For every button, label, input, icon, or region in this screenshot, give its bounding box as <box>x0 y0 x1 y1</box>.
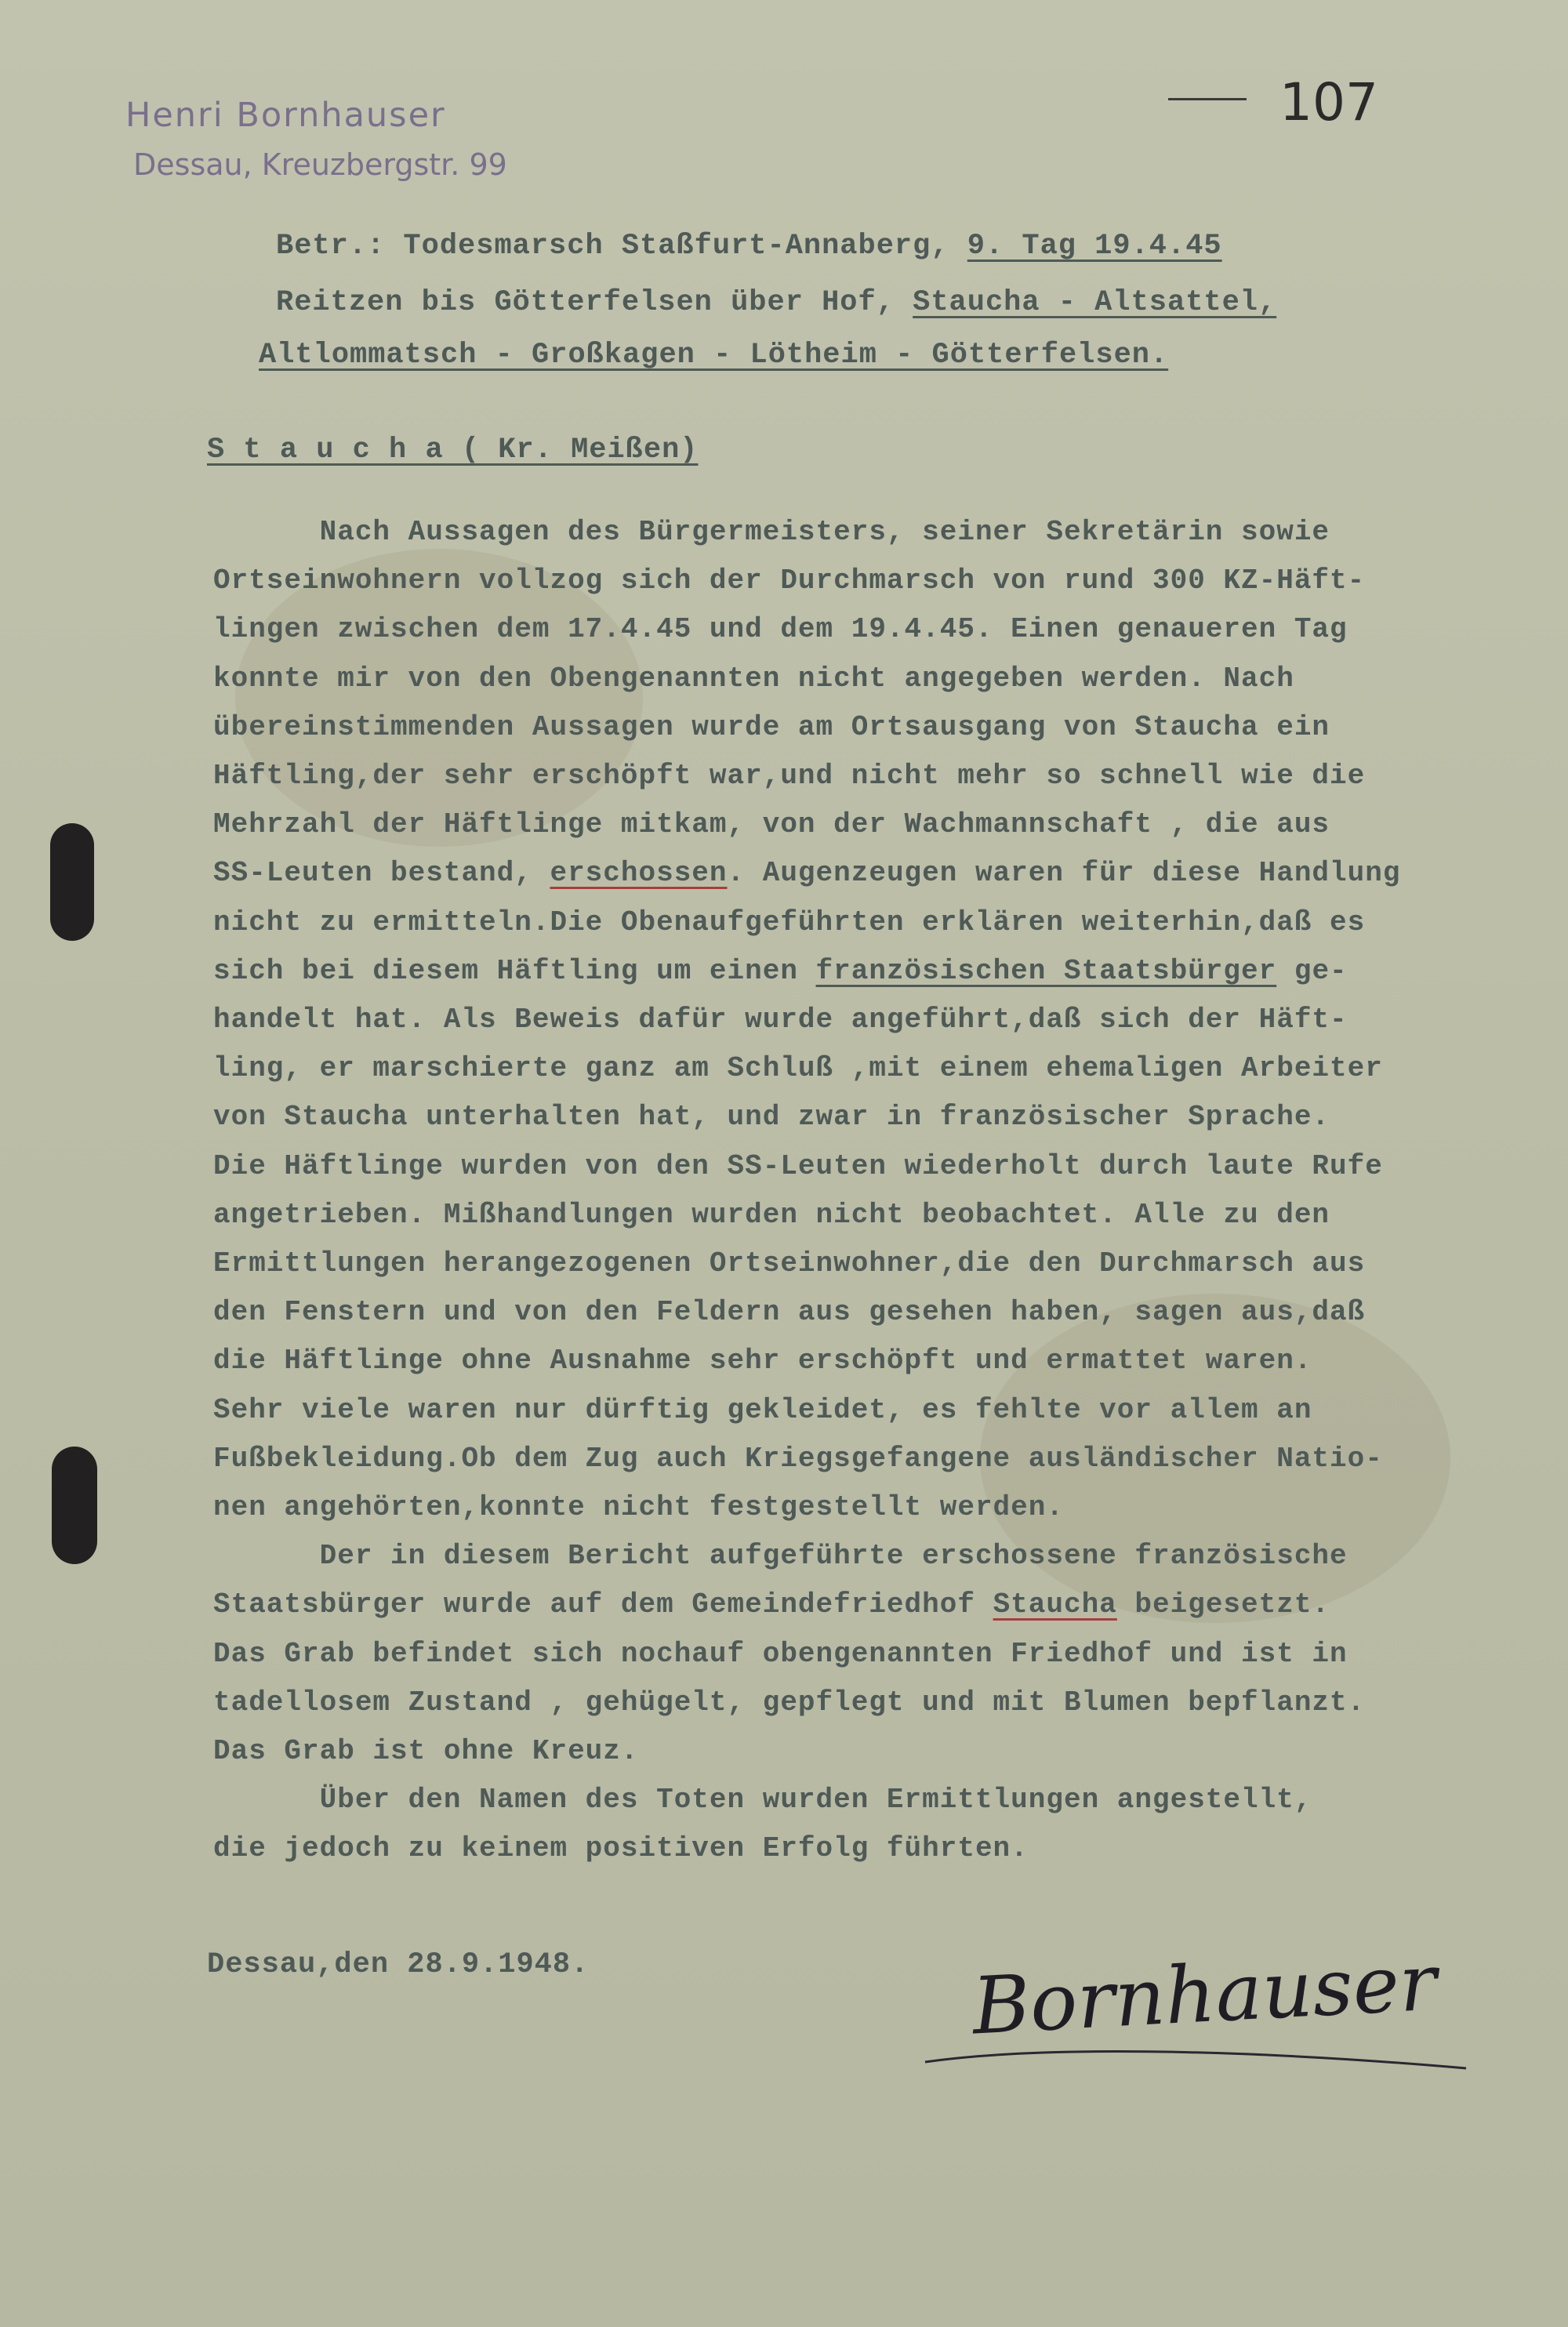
body-line: Nach Aussagen des Bürgermeisters, seiner Sekretärin sowie <box>213 516 1330 548</box>
binder-hole-mark <box>52 1447 97 1564</box>
body-line: Der in diesem Bericht aufgeführte erschossene französische <box>213 1540 1348 1573</box>
body-line: lingen zwischen dem 17.4.45 und dem 19.4.45. Einen genaueren Tag <box>213 613 1348 646</box>
body-line: angetrieben. Mißhandlungen wurden nicht beobachtet. Alle zu den <box>213 1198 1330 1231</box>
body-line: Das Grab ist ohne Kreuz. <box>213 1735 639 1767</box>
page-number-dash <box>1168 98 1247 100</box>
body-line: Ortseinwohnern vollzog sich der Durchmarsch von rund 300 KZ-Häft- <box>213 565 1366 597</box>
body-line: Das Grab befindet sich nochauf obengenannten Friedhof und ist in <box>213 1637 1348 1670</box>
body-line: Die Häftlinge wurden von den SS-Leuten wiederholt durch laute Rufe <box>213 1149 1383 1182</box>
page-number: 107 <box>1279 72 1378 133</box>
subject-text: Reitzen bis Götterfelsen über Hof, <box>276 286 913 319</box>
signature-underline <box>917 2038 1482 2086</box>
body-line: konnte mir von den Obengenannten nicht angegeben werden. Nach <box>213 662 1294 695</box>
letterhead-name: Henri Bornhauser <box>125 96 446 135</box>
section-heading: S t a u c h a ( Kr. Meißen) <box>207 434 699 466</box>
body-line: Fußbekleidung.Ob dem Zug auch Kriegsgefangene ausländischer Natio- <box>213 1442 1383 1475</box>
subject-line-1 <box>276 230 1222 263</box>
body-line: die jedoch zu keinem positiven Erfolg führten. <box>213 1832 1029 1865</box>
body-line: Häftling,der sehr erschöpft war,und nicht mehr so schnell wie die <box>213 760 1366 792</box>
letterhead-address: Dessau, Kreuzbergstr. 99 <box>133 147 507 182</box>
subject-places: Staucha - Altsattel, <box>913 286 1277 319</box>
body-line: sich bei diesem Häftling um einen französischen Staatsbürger ge- <box>213 954 1348 987</box>
subject-date: 9. Tag 19.4.45 <box>967 230 1222 263</box>
body-line: ling, er marschierte ganz am Schluß ,mit einem ehemaligen Arbeiter <box>213 1052 1383 1085</box>
body-line: handelt hat. Als Beweis dafür wurde angeführt,daß sich der Häft- <box>213 1004 1348 1036</box>
body-line: Sehr viele waren nur dürftig gekleidet, es fehlte vor allem an <box>213 1393 1312 1426</box>
subject-text: Betr.: Todesmarsch Staßfurt-Annaberg, <box>276 230 967 263</box>
underlined-phrase: französischen Staatsbürger <box>815 954 1277 987</box>
body-line: die Häftlinge ohne Ausnahme sehr erschöpft und ermattet waren. <box>213 1345 1312 1378</box>
underlined-phrase: Staucha <box>993 1588 1117 1621</box>
body-line: übereinstimmenden Aussagen wurde am Ortsausgang von Staucha ein <box>213 710 1330 743</box>
underlined-phrase: erschossen <box>550 857 728 890</box>
place-date: Dessau,den 28.9.1948. <box>207 1948 590 1981</box>
subject-line-3: Altlommatsch - Großkagen - Lötheim - Götterfelsen. <box>259 339 1169 372</box>
body-line: Mehrzahl der Häftlinge mitkam, von der Wachmannschaft , die aus <box>213 808 1330 841</box>
body-line: Staatsbürger wurde auf dem Gemeindefriedhof Staucha beigesetzt. <box>213 1588 1330 1621</box>
body-line: tadellosem Zustand , gehügelt, gepflegt und mit Blumen bepflanzt. <box>213 1686 1366 1719</box>
body-line: nen angehörten,konnte nicht festgestellt werden. <box>213 1491 1064 1523</box>
body-line: den Fenstern und von den Feldern aus gesehen haben, sagen aus,daß <box>213 1296 1366 1329</box>
body-line: SS-Leuten bestand, erschossen. Augenzeugen waren für diese Handlung <box>213 857 1401 890</box>
body-line: Über den Namen des Toten wurden Ermittlungen angestellt, <box>213 1784 1312 1817</box>
body-line: von Staucha unterhalten hat, und zwar in französischer Sprache. <box>213 1101 1330 1134</box>
binder-hole-mark <box>50 823 94 941</box>
signature: Bornhauser <box>970 1936 1439 2053</box>
subject-line-2 <box>276 286 1276 319</box>
body-line: Ermittlungen herangezogenen Ortseinwohner,die den Durchmarsch aus <box>213 1247 1366 1280</box>
body-line: nicht zu ermitteln.Die Obenaufgeführten erklären weiterhin,daß es <box>213 906 1366 938</box>
